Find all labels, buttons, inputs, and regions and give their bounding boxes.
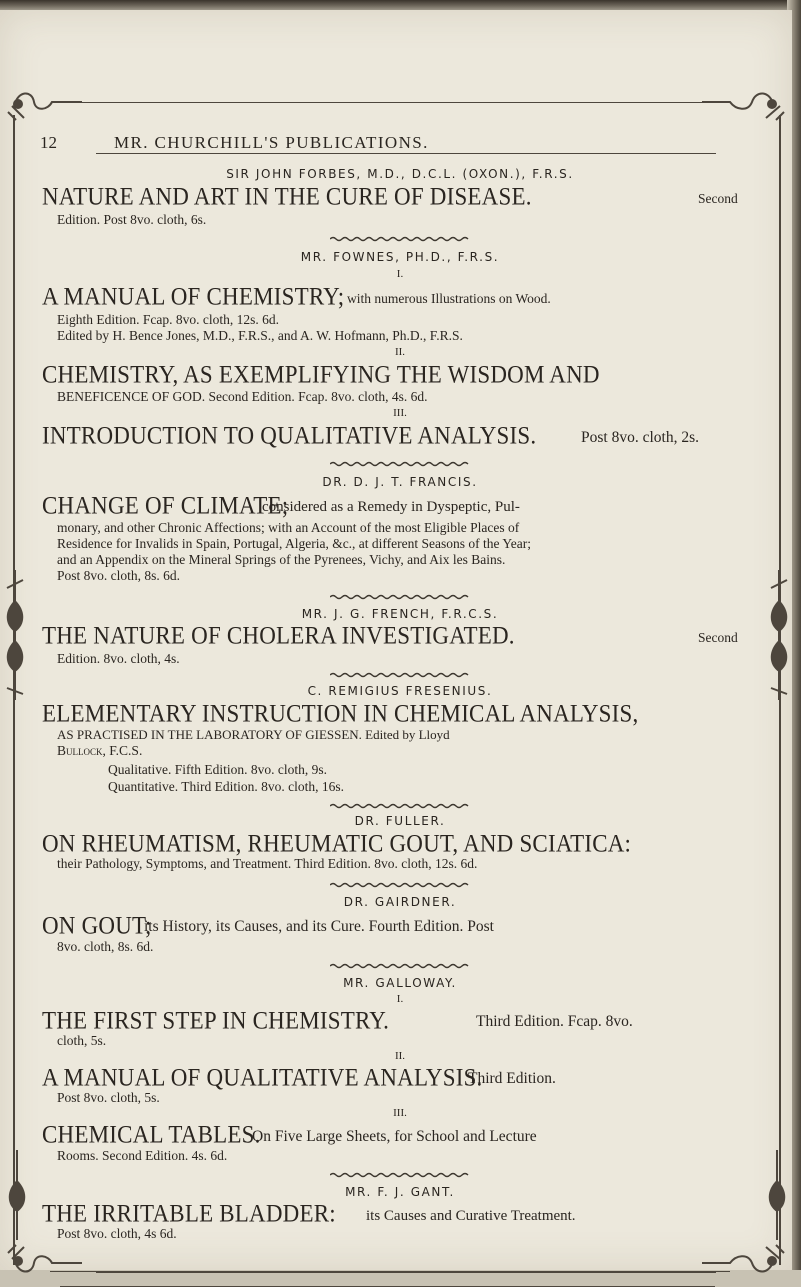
wavy-divider-icon — [330, 882, 470, 888]
book-details: cloth, 5s. — [57, 1033, 107, 1048]
title-suffix: Third Edition. — [468, 1070, 556, 1087]
author-name: C. REMIGIUS FRESENIUS. — [307, 684, 493, 698]
book-details: Edition. Post 8vo. cloth, 6s. — [57, 212, 207, 227]
book-details: Post 8vo. cloth, 8s. 6d. — [57, 568, 181, 583]
book-title: ON RHEUMATISM, RHEUMATIC GOUT, AND SCIATICA: — [42, 829, 632, 857]
book-title — [42, 182, 532, 211]
running-title: MR. CHURCHILL'S PUBLICATIONS. — [114, 133, 429, 152]
book-details: Eighth Edition. Fcap. 8vo. cloth, 12s. 6d. — [57, 312, 279, 327]
book-details: BENEFICENCE OF GOD. Second Edition. Fcap. 8vo. cloth, 4s. 6d. — [57, 389, 428, 404]
title-suffix: Third Edition. Fcap. 8vo. — [476, 1013, 633, 1030]
corner-ornament-icon — [700, 82, 790, 122]
book-title: CHEMISTRY, AS EXEMPLIFYING THE WISDOM AND — [42, 360, 600, 388]
book-title: CHANGE OF CLIMATE; — [42, 491, 289, 519]
page-number: 12 — [40, 133, 57, 152]
corner-ornament-icon — [700, 1243, 790, 1283]
wavy-divider-icon — [330, 594, 470, 600]
title-suffix: with numerous Illustrations on Wood. — [347, 291, 551, 306]
title-suffix: its Causes and Curative Treatment. — [366, 1208, 576, 1224]
book-title — [42, 282, 344, 311]
book-title: THE IRRITABLE BLADDER: — [42, 1199, 336, 1227]
book-details: Edited by H. Bence Jones, M.D., F.R.S., and A. W. Hofmann, Ph.D., F.R.S. — [57, 328, 463, 343]
book-details: Edition. 8vo. cloth, 4s. — [57, 651, 180, 666]
book-details: Bullock, F.C.S. — [57, 743, 143, 758]
header-sub-rule — [96, 153, 716, 154]
side-ornament-icon — [766, 570, 792, 700]
side-ornament-icon — [2, 570, 28, 700]
wavy-divider-icon — [330, 236, 470, 242]
work-numeral: II. — [394, 1050, 406, 1062]
book-title: ON GOUT; — [42, 911, 152, 939]
corner-ornament-icon — [4, 1243, 84, 1283]
book-details: Post 8vo. cloth, 5s. — [57, 1090, 160, 1105]
book-title: ELEMENTARY INSTRUCTION IN CHEMICAL ANALYSIS, — [42, 699, 639, 727]
title-suffix: Second — [698, 630, 738, 645]
book-details: monary, and other Chronic Affections; with an Account of the most Eligible Places of — [57, 520, 520, 535]
book-details: Rooms. Second Edition. 4s. 6d. — [57, 1148, 228, 1163]
wavy-divider-icon — [330, 963, 470, 969]
title-suffix: Post 8vo. cloth, 2s. — [581, 429, 699, 446]
book-title: CHEMICAL TABLES. — [42, 1120, 261, 1148]
author-name: DR. GAIRDNER. — [343, 895, 457, 909]
corner-ornament-icon — [4, 82, 84, 122]
work-numeral: II. — [394, 346, 406, 358]
title-text: NATURE AND ART IN THE CURE OF DISEASE. — [42, 182, 532, 210]
author-name: MR. FOWNES, PH.D., F.R.S. — [300, 250, 500, 264]
side-ornament-icon — [4, 1150, 30, 1240]
title-suffix: considered as a Remedy in Dyspeptic, Pul- — [262, 499, 520, 515]
title-suffix: On Five Large Sheets, for School and Lecture — [252, 1128, 537, 1145]
book-details: AS PRACTISED IN THE LABORATORY OF GIESSEN. Edited by Lloyd — [57, 727, 450, 742]
book-details: their Pathology, Symptoms, and Treatment. Third Edition. 8vo. cloth, 12s. 6d. — [57, 856, 478, 871]
author-name: SIR JOHN FORBES, M.D., D.C.L. (OXON.), F.R.S. — [226, 167, 574, 181]
wavy-divider-icon — [330, 1172, 470, 1178]
author-name: DR. D. J. T. FRANCIS. — [322, 475, 478, 489]
footer-rule — [96, 1272, 716, 1273]
book-title: A MANUAL OF QUALITATIVE ANALYSIS. — [42, 1063, 483, 1091]
wavy-divider-icon — [330, 803, 470, 809]
book-title: THE FIRST STEP IN CHEMISTRY. — [42, 1006, 390, 1034]
book-details: 8vo. cloth, 8s. 6d. — [57, 939, 154, 954]
work-numeral: I. — [396, 993, 404, 1005]
author-name: MR. J. G. FRENCH, F.R.C.S. — [301, 607, 499, 621]
book-details: Post 8vo. cloth, 4s 6d. — [57, 1226, 177, 1241]
wavy-divider-icon — [330, 461, 470, 467]
work-numeral: I. — [396, 268, 404, 280]
title-suffix: its History, its Causes, and its Cure. Fourth Edition. Post — [144, 918, 494, 935]
book-details: and an Appendix on the Mineral Springs of the Pyrenees, Vichy, and Aix les Bains. — [57, 552, 506, 567]
book-title: INTRODUCTION TO QUALITATIVE ANALYSIS. — [42, 421, 537, 449]
book-details: Quantitative. Third Edition. 8vo. cloth, 16s. — [108, 779, 344, 794]
top-border-rule — [60, 102, 715, 103]
book-details: Qualitative. Fifth Edition. 8vo. cloth, 9s. — [108, 762, 327, 777]
title-suffix: Second — [698, 191, 738, 206]
author-name: MR. F. J. GANT. — [345, 1185, 455, 1199]
author-name: MR. GALLOWAY. — [343, 976, 457, 990]
work-numeral: III. — [393, 407, 407, 419]
book-title: THE NATURE OF CHOLERA INVESTIGATED. — [42, 621, 515, 649]
side-ornament-icon — [764, 1150, 790, 1240]
author-name: DR. FULLER. — [354, 814, 446, 828]
wavy-divider-icon — [330, 672, 470, 678]
book-details: Residence for Invalids in Spain, Portugal, Algeria, &c., at different Seasons of the Year; — [57, 536, 532, 551]
work-numeral: III. — [393, 1107, 407, 1119]
title-text: A MANUAL OF CHEMISTRY; — [42, 282, 345, 310]
